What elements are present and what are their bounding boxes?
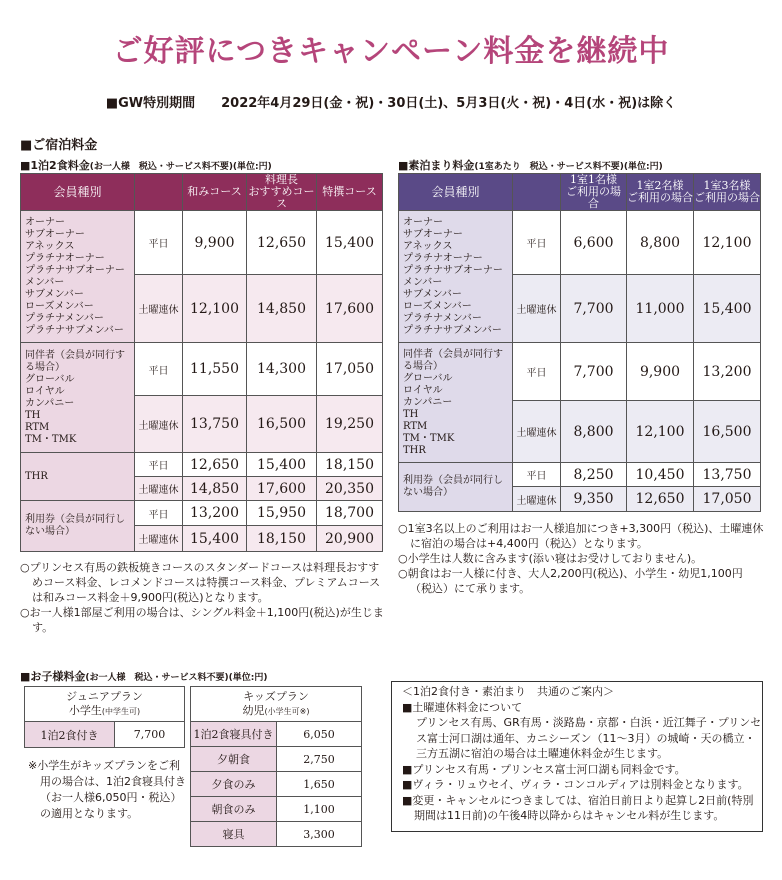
column-header (513, 174, 561, 211)
meal-price-table (20, 173, 383, 552)
price-cell: 20,900 (317, 526, 383, 552)
kids-item-label: 夕食のみ (191, 772, 277, 797)
price-cell: 18,700 (317, 501, 383, 526)
kids-row (191, 822, 362, 847)
meal-caption-label: ■1泊2食料金 (20, 159, 90, 172)
table-row (21, 453, 383, 477)
column-header: 1室1名様 ご利用の場合 (561, 174, 627, 211)
day-type-cell: 平日 (135, 453, 183, 477)
price-cell: 9,350 (561, 487, 627, 512)
kids-sub-note: (小学生可※) (264, 706, 310, 716)
day-type-cell: 土曜連休 (135, 526, 183, 552)
room-note: ○朝食はお一人様に付き、大人2,200円(税込)、小学生・幼児1,100円（税込）にて承ります。 (398, 567, 743, 595)
meal-caption (20, 157, 272, 173)
price-cell: 8,800 (561, 401, 627, 463)
price-cell: 13,750 (694, 463, 761, 487)
kids-plan-subtitle (191, 704, 361, 719)
kids-plan (190, 686, 362, 847)
table-row (21, 343, 383, 396)
price-cell: 14,850 (247, 275, 317, 343)
room-note: ○小学生は人数に含みます(添い寝はお受けしておりません)。 (398, 552, 703, 565)
room-caption (398, 157, 663, 173)
column-header: 会員種別 (21, 174, 135, 211)
table-row (399, 211, 761, 275)
price-cell: 16,500 (247, 396, 317, 453)
info-title: ＜1泊2食付き・素泊まり 共通のご案内＞ (402, 685, 614, 698)
junior-sub-note: (中学生可) (101, 706, 141, 716)
kids-item-price: 3,300 (277, 822, 362, 847)
kids-row (191, 797, 362, 822)
price-cell: 15,400 (317, 211, 383, 275)
price-cell: 7,700 (561, 275, 627, 343)
price-cell: 12,650 (247, 211, 317, 275)
kids-row (191, 772, 362, 797)
table-row (21, 211, 383, 275)
price-cell: 20,350 (317, 477, 383, 501)
kids-caption-note: (お一人様 税込・サービス料不要)(単位:円) (85, 673, 268, 683)
junior-plan (24, 686, 185, 748)
price-cell: 11,000 (627, 275, 694, 343)
column-header (135, 174, 183, 211)
price-cell: 9,900 (627, 343, 694, 401)
price-cell: 8,250 (561, 463, 627, 487)
room-caption-note: (1室あたり 税込・サービス料不要)(単位:円) (474, 162, 663, 172)
day-type-cell: 土曜連休 (135, 396, 183, 453)
junior-plan-header (25, 687, 185, 722)
kids-item-label: 夕朝食 (191, 747, 277, 772)
member-type-cell: オーナー サブオーナー アネックス プラチナオーナー プラチナサブオーナー メンバー サブメンバー ローズメンバー プラチナメンバー プラチナサブメンバー (21, 211, 135, 343)
kids-note (28, 758, 186, 822)
junior-sub-label: 小学生 (68, 703, 102, 717)
day-type-cell: 平日 (513, 343, 561, 401)
day-type-cell: 土曜連休 (513, 275, 561, 343)
table-row (399, 343, 761, 401)
page-title: ご好評につきキャンペーン料金を継続中 (112, 34, 670, 69)
column-header: 特撰コース (317, 174, 383, 211)
info-line: ■土曜連休料金について (402, 700, 523, 714)
price-cell: 17,600 (247, 477, 317, 501)
price-cell: 10,450 (627, 463, 694, 487)
day-type-cell: 平日 (135, 343, 183, 396)
meal-note: ○お一人様1部屋ご利用の場合は、シングル料金＋1,100円(税込)が生じます。 (20, 606, 384, 634)
price-cell: 15,400 (247, 453, 317, 477)
room-price-table (398, 173, 761, 512)
column-header: 1室2名様 ご利用の場合 (627, 174, 694, 211)
table-row (399, 463, 761, 487)
info-line: プリンセス有馬、GR有馬・淡路島・京都・白浜・近江舞子・プリンセス富士河口湖は通年、カニシーズン（11〜3月）の城崎・天の橋立・三方五湖に宿泊の場合は土曜連休料金が生じます。 (416, 716, 762, 760)
kids-item-label: 寝具 (191, 822, 277, 847)
column-header: 料理長 おすすめコース (248, 173, 315, 210)
junior-plan-table (24, 686, 185, 748)
price-cell: 15,400 (694, 275, 761, 343)
price-cell: 12,650 (627, 487, 694, 512)
price-cell: 11,550 (183, 343, 247, 396)
price-cell: 12,100 (627, 401, 694, 463)
day-type-cell: 平日 (135, 211, 183, 275)
price-cell: 15,950 (247, 501, 317, 526)
day-type-cell: 平日 (135, 501, 183, 526)
info-line: ■ヴィラ・リュウセイ、ヴィラ・コンコルディアは別料金となります。 (402, 778, 749, 791)
price-cell: 17,600 (317, 275, 383, 343)
room-notes (398, 521, 764, 596)
kids-item-price: 1,100 (277, 797, 362, 822)
price-cell: 13,200 (183, 501, 247, 526)
day-type-cell: 土曜連休 (135, 477, 183, 501)
column-header: 1室3名様 ご利用の場合 (694, 174, 761, 211)
day-type-cell: 平日 (513, 463, 561, 487)
kids-sub-label: 幼児 (242, 703, 265, 717)
table-row (21, 501, 383, 526)
price-cell: 13,200 (694, 343, 761, 401)
kids-item-label: 朝食のみ (191, 797, 277, 822)
room-note: ○1室3名以上のご利用はお一人様追加につき+3,300円（税込)、土曜連休に宿泊の場合は+4,400円（税込）となります。 (398, 522, 764, 550)
price-cell: 6,600 (561, 211, 627, 275)
price-cell: 12,100 (183, 275, 247, 343)
price-cell: 13,750 (183, 396, 247, 453)
price-cell: 18,150 (247, 526, 317, 552)
junior-plan-subtitle (25, 704, 184, 719)
kids-item-price: 1,650 (277, 772, 362, 797)
price-cell: 17,050 (694, 487, 761, 512)
kids-item-price: 2,750 (277, 747, 362, 772)
meal-table-wrap (20, 173, 383, 552)
section-stay-heading: ■ご宿泊料金 (20, 138, 98, 153)
meal-note: ○プリンセス有馬の鉄板焼きコースのスタンダードコースは料理長おすすめコース料金、レコメンドコースは特撰コース料金、プレミアムコースは和みコース料金＋9,900円(税込)となります。 (20, 561, 381, 604)
day-type-cell: 土曜連休 (135, 275, 183, 343)
column-header: 和みコース (183, 174, 247, 211)
price-cell: 15,400 (183, 526, 247, 552)
kids-row (191, 747, 362, 772)
kids-plan-header (191, 687, 362, 722)
day-type-cell: 平日 (513, 211, 561, 275)
room-caption-label: ■素泊まり料金 (398, 159, 475, 172)
price-cell: 8,800 (627, 211, 694, 275)
kids-caption-label: ■お子様料金 (20, 670, 86, 683)
kids-note-text: ※小学生がキッズプランをご利用の場合は、1泊2食寝具付き（お一人様6,050円・税込）の適用となります。 (28, 759, 186, 820)
common-info-box (391, 681, 763, 832)
member-type-cell: 同伴者（会員が同行する場合） グローバル ロイヤル カンパニー TH RTM TM・TMK (21, 343, 135, 453)
member-type-cell: THR (21, 453, 135, 501)
kids-plan-table (190, 686, 362, 847)
kids-caption (20, 668, 267, 684)
junior-item-price: 7,700 (115, 722, 185, 748)
price-cell: 18,150 (317, 453, 383, 477)
member-type-cell: 利用券（会員が同行しない場合） (21, 501, 135, 552)
member-type-cell: 利用券（会員が同行しない場合） (399, 463, 513, 512)
price-cell: 19,250 (317, 396, 383, 453)
price-cell: 9,900 (183, 211, 247, 275)
price-cell: 14,300 (247, 343, 317, 396)
meal-caption-note: (お一人様 税込・サービス料不要)(単位:円) (89, 162, 272, 172)
info-line: ■プリンセス有馬・プリンセス富士河口湖も同料金です。 (402, 762, 686, 776)
price-cell: 12,100 (694, 211, 761, 275)
header-row (399, 174, 761, 211)
price-cell: 7,700 (561, 343, 627, 401)
price-cell: 17,050 (317, 343, 383, 396)
kids-row (191, 722, 362, 747)
member-type-cell: オーナー サブオーナー アネックス プラチナオーナー プラチナサブオーナー メンバー サブメンバー ローズメンバー プラチナメンバー プラチナサブメンバー (399, 211, 513, 343)
price-cell: 16,500 (694, 401, 761, 463)
gw-period-notice: ■GW特別期間 2022年4月29日(金・祝)・30日(土)、5月3日(火・祝)・4日(水・祝)は除く (105, 96, 677, 111)
day-type-cell: 土曜連休 (513, 401, 561, 463)
kids-item-label: 1泊2食寝具付き (191, 722, 277, 747)
price-cell: 12,650 (183, 453, 247, 477)
member-type-cell: 同伴者（会員が同行する場合） グローバル ロイヤル カンパニー TH RTM TM・TMK THR (399, 343, 513, 463)
price-cell: 14,850 (183, 477, 247, 501)
column-header: 会員種別 (399, 174, 513, 211)
meal-notes (20, 560, 384, 635)
header-row (21, 174, 383, 211)
room-table-wrap (398, 173, 761, 512)
kids-plan-title: キッズプラン (243, 689, 309, 703)
info-line: ■変更・キャンセルにつきましては、宿泊日前日より起算し2日前(特別期間は11日前)の午後4時以降からはキャンセル料が生じます。 (402, 793, 754, 822)
day-type-cell: 土曜連休 (513, 487, 561, 512)
kids-item-price: 6,050 (277, 722, 362, 747)
junior-item-label: 1泊2食付き (25, 722, 115, 748)
junior-plan-title: ジュニアプラン (66, 689, 143, 703)
